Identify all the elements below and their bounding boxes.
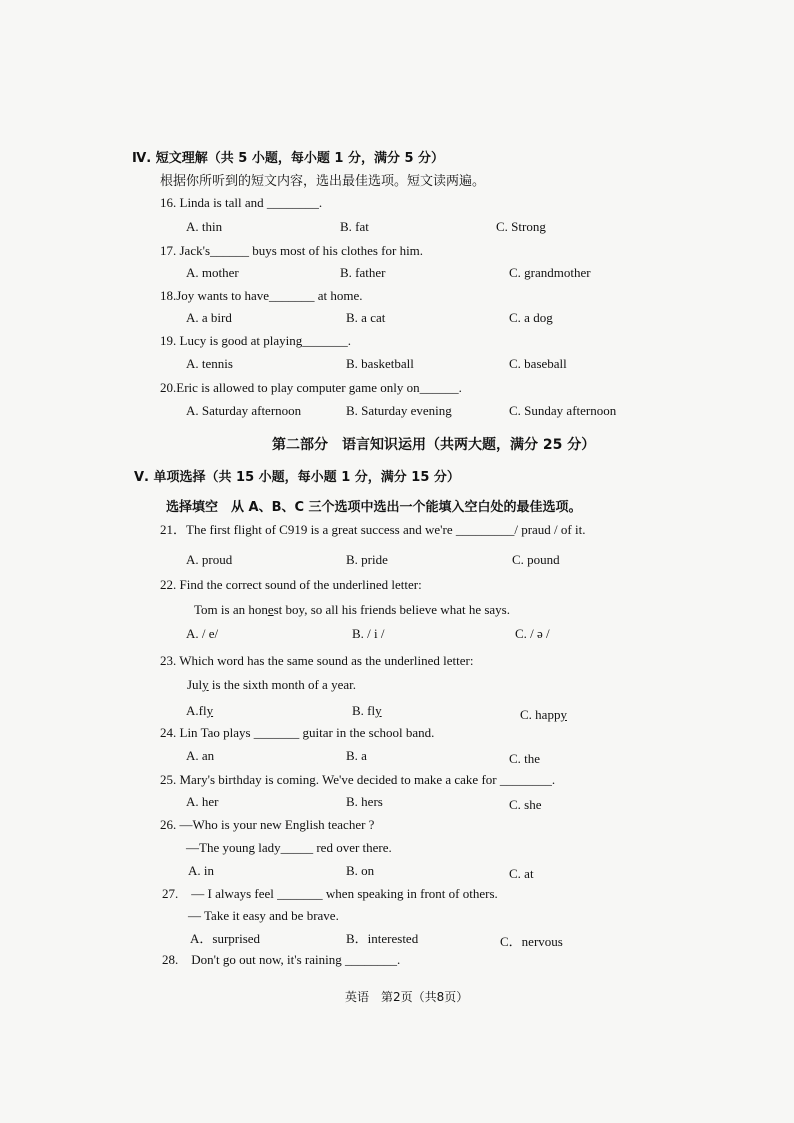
question-26	[0, 814, 794, 836]
option-c: C. / ə /	[515, 626, 550, 641]
question-17-stem: 17. Jack's______ buys most of his clothes for him.	[160, 243, 424, 258]
question-16-stem: 16. Linda is tall and ________.	[160, 195, 323, 210]
section-5-instruction-text: 选择填空 从 A、B、C 三个选项中选出一个能填入空白处的最佳选项。	[166, 500, 582, 515]
question-27-options	[0, 928, 794, 950]
question-24-options	[0, 745, 794, 767]
question-19-options	[0, 353, 794, 375]
option-a: A．surprised	[190, 931, 261, 946]
section-4-heading	[0, 148, 794, 170]
option-a	[186, 700, 213, 722]
page-number: 英语 第2页（共8页）	[345, 990, 469, 1004]
option-a: A. an	[186, 748, 215, 763]
question-17-options	[0, 262, 794, 284]
option-a: A. proud	[186, 552, 233, 567]
question-22-sentence-text	[194, 599, 510, 621]
question-22-options	[0, 623, 794, 645]
question-18	[0, 285, 794, 307]
option-b	[352, 700, 382, 722]
option-c: C. pound	[512, 552, 560, 567]
question-22	[0, 574, 794, 596]
question-20-stem: 20.Eric is allowed to play computer game only on______.	[160, 380, 462, 395]
question-24	[0, 722, 794, 744]
option-a: A. a bird	[186, 310, 232, 325]
underlined-letter: e	[267, 602, 274, 617]
option-b: B. / i /	[352, 626, 385, 641]
option-b: B. on	[346, 863, 375, 878]
option-a: A. thin	[186, 219, 223, 234]
question-26-options	[0, 860, 794, 882]
section-4-instruction	[0, 171, 794, 193]
part-2-heading	[0, 434, 794, 456]
option-c: C. Strong	[496, 219, 546, 234]
question-25-stem: 25. Mary's birthday is coming. We've decided to make a cake for ________.	[160, 772, 556, 787]
question-20-options	[0, 400, 794, 422]
question-22-stem: 22. Find the correct sound of the underlined letter:	[160, 577, 422, 592]
option-b: B. Saturday evening	[346, 403, 452, 418]
sentence-part: Tom is an hon	[194, 602, 268, 617]
question-19	[0, 330, 794, 352]
option-b: B. fat	[340, 219, 369, 234]
option-a: A. mother	[186, 265, 239, 280]
option-b: B. basketball	[346, 356, 414, 371]
option-c: C．nervous	[500, 934, 563, 949]
question-16	[0, 192, 794, 214]
question-23-stem: 23. Which word has the same sound as the underlined letter:	[160, 653, 474, 668]
question-23-sentence	[0, 674, 794, 696]
section-5-instruction	[0, 497, 794, 519]
option-c: C. at	[509, 866, 534, 881]
section-4-instruction-text: 根据你所听到的短文内容，选出最佳选项。短文读两遍。	[160, 174, 486, 189]
option-b: B．interested	[346, 931, 419, 946]
option-c: C. baseball	[509, 356, 567, 371]
question-22-sentence	[0, 599, 794, 621]
part-2-heading-text: 第二部分 语言知识运用（共两大题，满分 25 分）	[272, 437, 596, 453]
question-17	[0, 240, 794, 262]
option-c: C. she	[509, 797, 542, 812]
question-27-reply-text: — Take it easy and be brave.	[188, 908, 339, 923]
page-footer	[0, 986, 794, 1008]
option-text: B. fl	[352, 703, 376, 718]
section-5-heading-text: Ⅴ. 单项选择（共 15 小题，每小题 1 分，满分 15 分）	[134, 470, 460, 485]
question-25-options	[0, 791, 794, 813]
option-b: B. a	[346, 748, 367, 763]
option-text: A.fl	[186, 703, 207, 718]
question-21-options	[0, 549, 794, 571]
question-21	[0, 519, 794, 541]
option-c: C. a dog	[509, 310, 553, 325]
question-19-stem: 19. Lucy is good at playing_______.	[160, 333, 352, 348]
question-26-reply-text: —The young lady_____ red over there.	[186, 840, 392, 855]
question-18-options	[0, 307, 794, 329]
sentence-part: Jul	[187, 677, 203, 692]
section-4-heading-text: Ⅳ. 短文理解（共 5 小题，每小题 1 分，满分 5 分）	[132, 151, 445, 166]
question-28-stem: 28. Don't go out now, it's raining ________.	[162, 952, 401, 967]
option-a: A. in	[188, 863, 214, 878]
option-text: C. happ	[520, 707, 561, 722]
question-25	[0, 769, 794, 791]
option-b: B. pride	[346, 552, 388, 567]
underlined-letter: y	[560, 707, 567, 722]
question-23	[0, 650, 794, 672]
option-a: A. tennis	[186, 356, 233, 371]
question-20	[0, 377, 794, 399]
option-c: C. Sunday afternoon	[509, 403, 617, 418]
option-c: C. the	[509, 751, 541, 766]
question-24-stem: 24. Lin Tao plays _______ guitar in the school band.	[160, 725, 435, 740]
section-5-heading	[0, 467, 794, 489]
question-28	[0, 949, 794, 971]
question-26-reply	[0, 837, 794, 859]
option-c: C. grandmother	[509, 265, 591, 280]
question-26-stem: 26. —Who is your new English teacher ?	[160, 817, 375, 832]
underlined-letter: y	[202, 677, 209, 692]
option-a: A. / e/	[186, 626, 219, 641]
sentence-part: is the sixth month of a year.	[208, 677, 356, 692]
question-16-options	[0, 216, 794, 238]
question-23-options	[0, 700, 794, 722]
option-b: B. hers	[346, 794, 383, 809]
question-27-stem: 27. — I always feel _______ when speaking in front of others.	[162, 886, 498, 901]
option-b: B. a cat	[346, 310, 386, 325]
option-a: A. her	[186, 794, 219, 809]
question-23-sentence-text	[187, 674, 356, 696]
question-21-stem: 21．The first flight of C919 is a great success and we're _________/ praud / of it.	[160, 522, 586, 537]
question-27-reply	[0, 905, 794, 927]
sentence-part: st boy, so all his friends believe what he says.	[273, 602, 510, 617]
option-a: A. Saturday afternoon	[186, 403, 302, 418]
option-b: B. father	[340, 265, 386, 280]
question-27	[0, 883, 794, 905]
question-18-stem: 18.Joy wants to have_______ at home.	[160, 288, 363, 303]
underlined-letter: y	[206, 703, 214, 718]
underlined-letter: y	[375, 703, 382, 718]
